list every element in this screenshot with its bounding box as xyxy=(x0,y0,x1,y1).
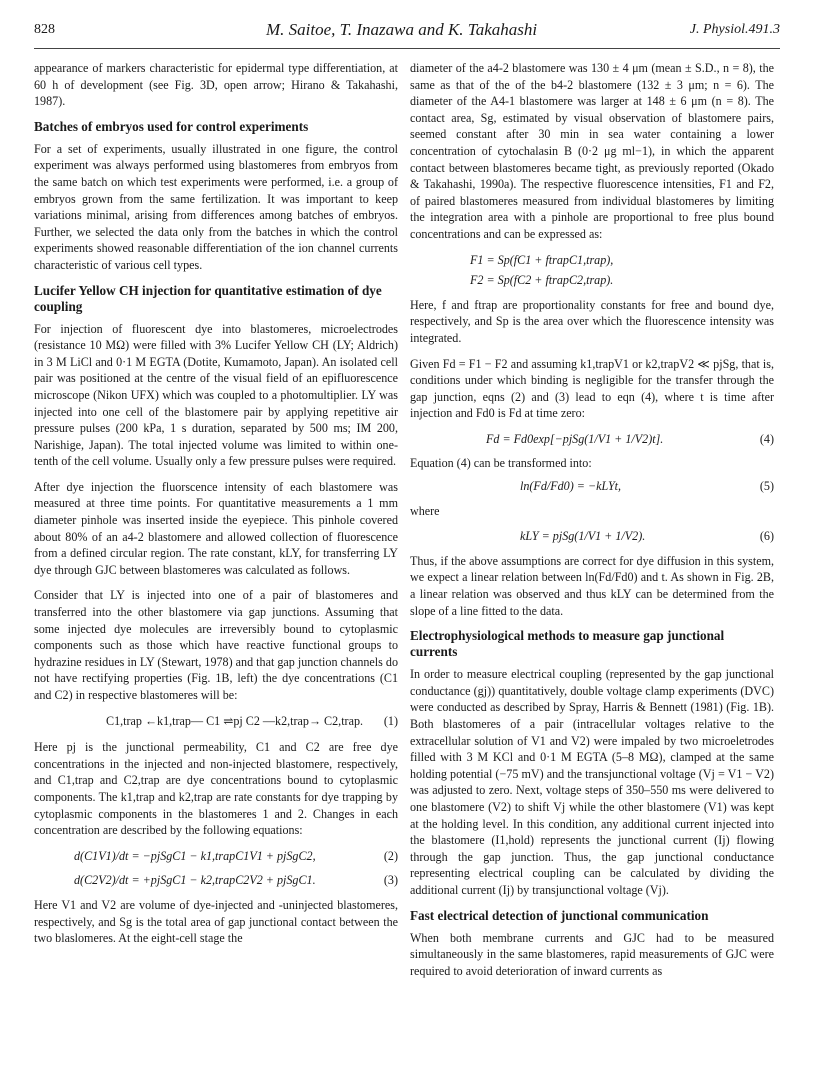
equation-4-number: (4) xyxy=(759,431,774,446)
journal-citation: J. Physiol.491.3 xyxy=(689,22,780,37)
equation-4 xyxy=(410,431,774,448)
paragraph: Consider that LY is injected into one of a pair of blastomeres and transferred into the other blastomere via gap junctions. Assuming that some injected dye molecules are irreversibly bound to cytoplasmic components such as those which have reactive functional groups to hydrazine residues in LY (Stewart, 1978) and that gap junction channels do not have rectifying properties (Fig. 1B, left) the dye concentrations (C1 and C2) in respective blastomeres will be: xyxy=(34,588,398,702)
equation-f1: F1 = Sp(fC1 + ftrapC1,trap), xyxy=(470,252,614,267)
equation-3 xyxy=(34,872,398,889)
paragraph: Given Fd = F1 − F2 and assuming k1,trapV1 or k2,trapV2 ≪ pjSg, that is, conditions under which binding is negligible for the transfer through the gap junction, eqns (2) and (3) lead to eqn (4), where t is time after injection and Fd0 is Fd at time zero: xyxy=(410,356,774,421)
paragraph: When both membrane currents and GJC had to be measured simultaneously in the same blastomeres, rapid measurements of GJC were required to avoid deterioration of inward currents as xyxy=(410,930,774,978)
page-number: 828 xyxy=(34,22,55,37)
equation-6-number: (6) xyxy=(759,529,774,544)
equation-6 xyxy=(410,528,774,545)
section-heading-batches: Batches of embryos used for control experiments xyxy=(34,118,309,134)
paragraph: Here, f and ftrap are proportionality constants for free and bound dye, respectively, and Sp is the area over which the fluorescence intensity was integrated. xyxy=(410,297,774,345)
paragraph: diameter of the a4-2 blastomere was 130 ± 4 μm (mean ± S.D., n = 8), the same as that of the of the b4-2 blastomere (132 ± 3 μm; n = 6). The diameter of the A4-1 blastomere was larger at 148 ± 6 μm (n = 8). The contact area, Sg, estimated by visual observation of blastomere pairs, seemed constant after 30 min in sea water containing a lower concentration of cytochalasin B (0·2 μg ml−1), in which the apparent contact between blastomeres became tight, as previously reported (Okado & Takahashi, 1990a). The respective fluorescence intensities, F1 and F2, of paired blastomeres measured from individual blastomeres by limiting the integration area with a pinhole are proportional to free plus bound concentrations and can be expressed as: xyxy=(410,61,774,241)
paragraph: Here pj is the junctional permeability, C1 and C2 are free dye concentrations in the injected and non-injected blastomere, respectively, and C1,trap and C2,trap are dye concentrations bound to cytoplasmic components. The k1,trap and k2,trap are rate constants for dye trapping by cytoplasmic components in the blastomeres 1 and 2. Changes in each concentration are described by the following equations: xyxy=(34,740,398,838)
paragraph: After dye injection the fluorscence intensity of each blastomere was measured at three time points. For quantitative measurements a 1 mm diameter pinhole was inserted inside the eyepiece. This pinhole covered about 80% of an a4-2 blastomere and allowed collection of fluorescence from a defined circular region. The rate constant, kLY, for transferring LY dye through GJC between blastomeres was calculated as follows. xyxy=(34,479,398,577)
equation-3-body: d(C2V2)/dt = +pjSgC1 − k2,trapC2V2 + pjSgC1. xyxy=(74,873,316,888)
equation-5-number: (5) xyxy=(759,479,774,494)
equation-2-number: (2) xyxy=(383,848,398,863)
equation-2-body: d(C1V1)/dt = −pjSgC1 − k1,trapC1V1 + pjSgC2, xyxy=(74,848,316,863)
header-rule xyxy=(34,48,780,49)
right-column xyxy=(410,60,774,988)
equation-2 xyxy=(34,848,398,865)
equation-f2: F2 = Sp(fC2 + ftrapC2,trap). xyxy=(470,273,614,288)
paragraph: Equation (4) can be transformed into: xyxy=(410,456,592,471)
section-heading-fast-detection: Fast electrical detection of junctional communication xyxy=(410,907,709,923)
equation-1-body: C1,trap ←k1,trap— C1 ⇌pj C2 —k2,trap→ C2,trap. xyxy=(106,713,364,728)
equation-3-number: (3) xyxy=(383,873,398,888)
equation-5-body: ln(Fd/Fd0) = −kLYt, xyxy=(520,479,622,494)
where-label: where xyxy=(410,503,440,518)
left-column xyxy=(34,60,398,956)
paragraph: Here V1 and V2 are volume of dye-injected and -uninjected blastomeres, respectively, and Sg is the total area of gap junctional contact between the two blaslomeres. At the eight-cell stage the xyxy=(34,897,398,946)
page-header xyxy=(34,20,780,44)
running-authors: M. Saitoe, T. Inazawa and K. Takahashi xyxy=(266,20,538,39)
section-heading-electrophysiology: Electrophysiological methods to measure gap junctional currents xyxy=(410,628,725,660)
equation-1 xyxy=(34,713,398,730)
equation-5 xyxy=(410,478,774,495)
paragraph: Thus, if the above assumptions are correct for dye diffusion in this system, we expect a linear relation between ln(Fd/Fd0) and t. As shown in Fig. 2B, a linear relation was observed and thus kLY can be determined from the slope of a line fitted to the data. xyxy=(410,553,774,618)
equation-6-body: kLY = pjSg(1/V1 + 1/V2). xyxy=(520,529,646,544)
paragraph: In order to measure electrical coupling (represented by the gap junctional conductance (gj)) quantitatively, double voltage clamp experiments (DVC) were conducted as described by Spray, Harris & Bennett (1981) (Fig. 1B). Both blastomeres of a pair (intracellular voltages relative to the extracellular solution of V1 and V2) were impaled by two microeletrodes filled with 3 M KCl and 0·1 M EGTA (5–8 MΩ), clamped at the same holding potential (−75 mV) and the transjunctional voltage (Vj = V1 − V2) was adjusted to zero. Next, voltage steps of 350–550 ms were delivered to one blastomere (V2) to shift Vj while the other blastomere (V1) was kept at the holding level. In this condition, any additional current injected into the blastomere (I1,hold) represents the junctional current (Ij) flowing through the gap junction. Thus, the gap junctional conductance representing electrical coupling can be calculated by dividing the additional current (Ij) by transjunctional voltage (Vj). xyxy=(410,667,774,897)
equation-1-number: (1) xyxy=(383,713,398,728)
equations-fluorescence xyxy=(410,252,774,289)
paragraph: For a set of experiments, usually illustrated in one figure, the control experiment was always performed using blastomeres from embryos from the same batch on which test experiments were performed, i.e. a group of embryos grown from the same fertilization. It was important to keep variations minimal, arising from differences among batches of embryos. Further, we selected the data only from the batches in which the control experiments showed reasonable differentiation of the ion channel currents characteristic of various cell types. xyxy=(34,141,398,272)
paragraph: appearance of markers characteristic for epidermal type differentiation, at 60 h of development (see Fig. 3D, open arrow; Hirano & Takahashi, 1987). xyxy=(34,61,398,109)
equation-4-body: Fd = Fd0exp[−pjSg(1/V1 + 1/V2)t]. xyxy=(486,431,664,446)
paragraph: For injection of fluorescent dye into blastomeres, microelectrodes (resistance 10 MΩ) were filled with 3% Lucifer Yellow CH (LY; Aldrich) in 3 M LiCl and 0·1 M EGTA (Dotite, Kumamoto, Japan). An isolated cell pair was positioned at the centre of the visual field of an epifluorescence microscope (Nikon UFX) which was coupled to a photomultiplier. LY was injected into one cell of the blastomere pair by applying repetitive air pressure pulses (200 kPa, 1 s duration, separated by 500 ms; IM 200, Narishige, Japan). The total injected volume was limited to within one-tenth of the cell volume. Usually only a few pressure pulses were required. xyxy=(34,321,398,469)
section-heading-lucifer: Lucifer Yellow CH injection for quantitative estimation of dye coupling xyxy=(34,282,382,314)
